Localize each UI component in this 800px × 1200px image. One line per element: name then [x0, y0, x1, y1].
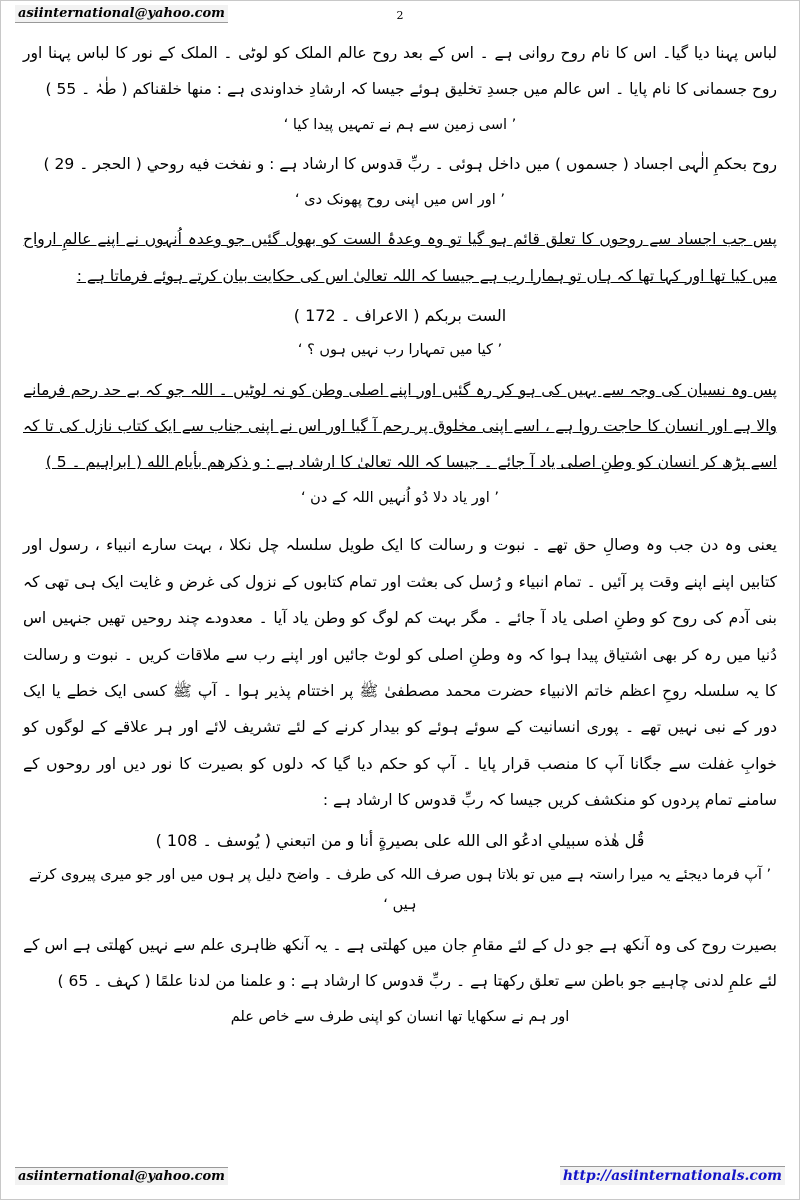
translation-1: ’ اسی زمین سے ہم نے تمہیں پیدا کیا ‘: [283, 116, 517, 133]
paragraph-5: یعنی وہ دن جب وہ وصالِ حق تھے ۔ نبوت و رسالت کا ایک طویل سلسلہ چل نکلا ، بہت سارے انبیاء ، رسول اور کتابیں اپنے اپنے وقت پر آئیں ۔ تمام انبیاء و رُسل کی بعثت اور تمام کتابوں کے نزول کی غرض و غایت ایک ہی تھی کہ بنی آدم کی روح کو وطنِ اصلی یاد آ جائے ۔ مگر بہت کم لوگ کو وطن یاد آیا ۔ معدودے چند روحیں تھیں جنہیں اس دُنیا میں رہ کر بھی اشتیاق پیدا ہوا کہ وہ وطنِ اصلی کو لوٹ جائیں اور اپنے رب سے ملاقات کریں ۔ نبوت و رسالت کا یہ سلسلہ روحِ اعظم خاتم الانبیاء حضرت محمد مصطفیٰ ﷺ پر اختتام پذیر ہوا ۔ آپ ﷺ کسی ایک خطے یا ایک دور کے نبی نہیں تھے ۔ پوری انسانیت کے سوئے ہوئے کو بیدار کرنے کے لئے تشریف لائے اور ہر علاقے کے لوگوں کو خوابِ غفلت سے جگانا آپ کا منصب قرار پایا ۔ آپ کو حکم دیا گیا کہ دلوں کو بصیرت کا نور دیں اور روحوں کے سامنے تمام پردوں کو منکشف کریں جیسا کہ ربِّ قدوس کا ارشاد ہے :: [23, 536, 777, 810]
paragraph-3: پس جب اجساد سے روحوں کا تعلق قائم ہو گیا تو وہ وعدۂ الست کو بھول گئیں جو وعدہ اُنہوں نے اپنے عالمِ ارواح میں کیا تھا اور کہا تھا کہ ہاں تو ہمارا رب ہے جیسا کہ اللہ تعالیٰ اس کی حکایت بیان کرتے ہوئے فرماتا ہے :: [23, 230, 777, 285]
header-email: asiinternational@yahoo.com: [15, 5, 228, 23]
translation-5: ’ آپ فرما دیجئے یہ میرا راستہ ہے میں تو بلاتا ہوں صرف اللہ کی طرف ۔ واضح دلیل پر ہوں میں اور جو میری پیروی کرتے ہیں ‘: [28, 866, 772, 914]
ayah-2: قُل هٰذه سبيلي ادعُو الى الله على بصيرةٍ أنا و من اتبعني ( يُوسف ۔ 108 ): [155, 830, 645, 850]
page-number: 2: [396, 9, 404, 22]
spacer: [23, 519, 777, 527]
paragraph-2: روح بحکمِ الٰہی اجساد ( جسموں ) میں داخل ہوئی ۔ ربِّ قدوس کا ارشاد ہے : و نفخت فيه روحي ( الحجر ۔ 29 ): [43, 155, 777, 174]
translation-2: ’ اور اس میں اپنی روح پھونک دی ‘: [295, 191, 505, 208]
translation-6: اور ہم نے سکھایا تھا انسان کو اپنی طرف سے خاص علم: [230, 1008, 570, 1025]
footer-email: asiinternational@yahoo.com: [15, 1167, 228, 1185]
paragraph-4: پس وہ نسیان کی وجہ سے یہیں کی ہو کر رہ گئیں اور اپنے اصلی وطن کو نہ لوٹیں ۔ اللہ جو کہ بے حد رحم فرمانے والا ہے اور انسان کا حاجت روا ہے ، اسے اپنی مخلوق پر رحم آ گیا اور اس نے اپنی جناب سے ایک کتاب نازل کی تا کہ اسے پڑھ کر انسان کو وطنِ اصلی یاد آ جائے ۔ جیسا کہ اللہ تعالیٰ کا ارشاد ہے : و ذكرهم بأيام الله ( ابراہیم ۔ 5 ): [23, 380, 777, 472]
paragraph-6: بصیرت روح کی وہ آنکھ ہے جو دل کے لئے مقامِ جان میں کھلتی ہے ۔ یہ آنکھ ظاہری علم سے نہیں کھلتی ہے اس کے لئے علمِ لدنی چاہیے جو باطن سے تعلق رکھتا ہے ۔ ربِّ قدوس کا ارشاد ہے : و علمنا من لدنا علمًا ( کہف ۔ 65 ): [23, 935, 777, 991]
document-body: [23, 35, 777, 1127]
ayah-1: الست بربكم ( الاعراف ۔ 172 ): [293, 305, 507, 325]
translation-4: ’ اور یاد دلا دُو اُنہیں اللہ کے دن ‘: [300, 489, 500, 506]
translation-3: ’ کیا میں تمہارا رب نہیں ہوں ؟ ‘: [297, 342, 503, 359]
footer-url[interactable]: http://asiinternationals.com: [560, 1166, 785, 1185]
paragraph-1: لباس پہنا دیا گیا۔ اس کا نام روح روانی ہے ۔ اس کے بعد روح عالم الملک کو لوٹی ۔ الملک کے نور کا لباس پہنا اور روح جسمانی کا نام پایا ۔ اس عالم میں جسدِ تخلیق ہوئے جیسا کہ ارشادِ خداوندی ہے : منها خلقناكم ( طٰہٰ ۔ 55 ): [23, 44, 777, 99]
page-footer: [15, 1166, 785, 1185]
